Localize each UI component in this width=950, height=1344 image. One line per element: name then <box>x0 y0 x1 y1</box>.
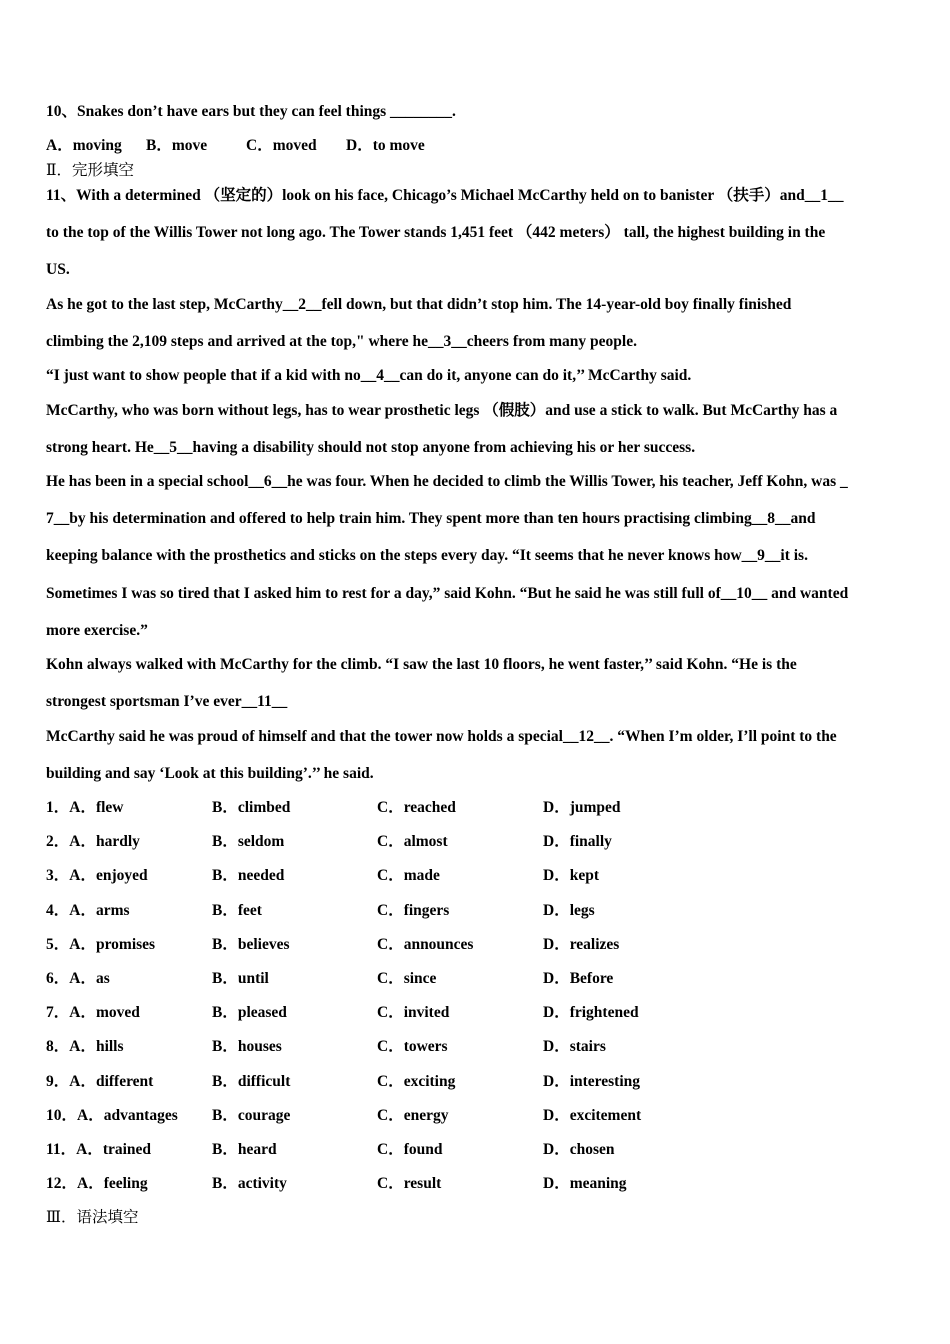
passage-line: US. <box>46 261 70 278</box>
choice-option: 11．A．trained <box>46 1141 152 1158</box>
choice-row <box>46 901 916 921</box>
choice-option: D．legs <box>543 902 595 919</box>
passage-line: Kohn always walked with McCarthy for the climb. “I saw the last 10 floors, he went faster,’’ said Kohn. “He is the <box>46 656 797 673</box>
passage-line: climbing the 2,109 steps and arrived at the top," where he__3__cheers from many people. <box>46 333 637 350</box>
choice-option: B．activity <box>212 1175 287 1192</box>
choice-row <box>46 866 916 886</box>
choice-option: 4．A．arms <box>46 902 130 919</box>
passage-line: “I just want to show people that if a kid with no__4__can do it, anyone can do it,’’ McCarthy said. <box>46 367 692 384</box>
choice-option: 12．A．feeling <box>46 1175 148 1192</box>
passage-line: building and say ‘Look at this building’.’’ he said. <box>46 765 374 782</box>
choice-option: C．made <box>377 867 440 884</box>
passage-line: He has been in a special school__6__he was four. When he decided to climb the Willis Tower, his teacher, Jeff Kohn, was _ <box>46 473 848 490</box>
passage-line: strong heart. He__5__having a disability should not stop anyone from achieving his or her success. <box>46 439 696 456</box>
choice-row <box>46 1106 916 1126</box>
choice-option: B．needed <box>212 867 285 884</box>
choice-option: B．believes <box>212 936 290 953</box>
question-10-stem: 10、Snakes don’t have ears but they can feel things ________. <box>46 103 456 120</box>
passage-line: 7__by his determination and offered to help train him. They spent more than ten hours practising climbing__8__and <box>46 510 816 527</box>
choice-row <box>46 798 916 818</box>
choice-option: B．houses <box>212 1038 282 1055</box>
choice-row <box>46 935 916 955</box>
choice-row <box>46 1037 916 1057</box>
choice-option: D．chosen <box>543 1141 615 1158</box>
choice-option: B．climbed <box>212 799 291 816</box>
choice-option: D．meaning <box>543 1175 627 1192</box>
choice-row <box>46 1072 916 1092</box>
question-10-options <box>46 136 916 156</box>
choice-option: 10．A．advantages <box>46 1107 178 1124</box>
choice-option: D．finally <box>543 833 612 850</box>
choice-option: C．result <box>377 1175 442 1192</box>
choice-option: 2．A．hardly <box>46 833 140 850</box>
passage-line: to the top of the Willis Tower not long ago. The Tower stands 1,451 feet （442 meters） tall, the highest building in the <box>46 224 826 241</box>
section-heading-grammar: Ⅲ．语法填空 <box>46 1209 139 1226</box>
choice-row <box>46 1140 916 1160</box>
choice-option: B．pleased <box>212 1004 287 1021</box>
choice-row <box>46 832 916 852</box>
choice-option: D．frightened <box>543 1004 639 1021</box>
passage-line: more exercise.” <box>46 622 148 639</box>
choice-option: C．energy <box>377 1107 449 1124</box>
choice-row <box>46 1003 916 1023</box>
choice-option: C．reached <box>377 799 456 816</box>
choice-option: B．until <box>212 970 269 987</box>
choice-option: C．announces <box>377 936 474 953</box>
choice-option: C．almost <box>377 833 448 850</box>
choice-option: 3．A．enjoyed <box>46 867 148 884</box>
passage-line: McCarthy said he was proud of himself and that the tower now holds a special__12__. “When I’m older, I’ll point to the <box>46 728 837 745</box>
choice-row <box>46 1174 916 1194</box>
choice-option: B．difficult <box>212 1073 291 1090</box>
passage-line: As he got to the last step, McCarthy__2__fell down, but that didn’t stop him. The 14-year-old boy finally finished <box>46 296 792 313</box>
choice-option: D．Before <box>543 970 614 987</box>
choice-option: B．feet <box>212 902 262 919</box>
choice-option: 9．A．different <box>46 1073 154 1090</box>
option-c: C．moved <box>246 137 317 154</box>
passage-line: strongest sportsman I’ve ever__11__ <box>46 693 288 710</box>
choice-option: C．since <box>377 970 437 987</box>
choice-option: B．courage <box>212 1107 291 1124</box>
option-a: A．moving <box>46 137 122 154</box>
choice-option: 1．A．flew <box>46 799 124 816</box>
passage-line: keeping balance with the prosthetics and sticks on the steps every day. “It seems that he never knows how__9__it is. <box>46 547 808 564</box>
choice-option: B．seldom <box>212 833 285 850</box>
choice-option: D．stairs <box>543 1038 606 1055</box>
choice-option: D．jumped <box>543 799 621 816</box>
choice-option: C．invited <box>377 1004 450 1021</box>
choice-option: 5．A．promises <box>46 936 156 953</box>
choice-option: 7．A．moved <box>46 1004 140 1021</box>
choice-option: C．found <box>377 1141 443 1158</box>
choice-option: C．fingers <box>377 902 450 919</box>
passage-line: McCarthy, who was born without legs, has to wear prosthetic legs （假肢）and use a stick to walk. But McCarthy has a <box>46 402 838 419</box>
choice-option: D．kept <box>543 867 599 884</box>
choice-option: D．realizes <box>543 936 620 953</box>
option-d: D．to move <box>346 137 425 154</box>
choice-option: B．heard <box>212 1141 277 1158</box>
choice-row <box>46 969 916 989</box>
section-heading-cloze: Ⅱ．完形填空 <box>46 162 135 179</box>
choice-option: D．interesting <box>543 1073 641 1090</box>
choice-option: D．excitement <box>543 1107 642 1124</box>
choice-option: 6．A．as <box>46 970 110 987</box>
passage-line: Sometimes I was so tired that I asked him to rest for a day,” said Kohn. “But he said he was still full of__10__ and wanted <box>46 585 849 602</box>
option-b: B．move <box>146 137 208 154</box>
passage-line: 11、With a determined （坚定的）look on his face, Chicago’s Michael McCarthy held on to banister （扶手）and__1__ <box>46 187 844 204</box>
choice-option: C．exciting <box>377 1073 456 1090</box>
choice-option: C．towers <box>377 1038 448 1055</box>
choice-option: 8．A．hills <box>46 1038 124 1055</box>
